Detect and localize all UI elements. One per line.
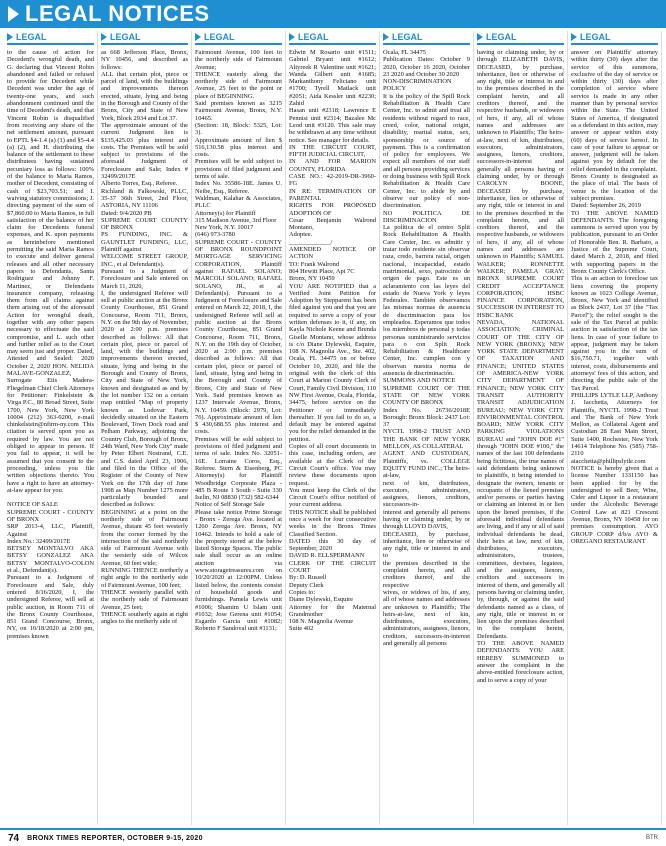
section-header	[0, 0, 666, 28]
column-4	[286, 31, 380, 825]
triangle-icon	[477, 33, 483, 41]
column-header	[477, 31, 564, 45]
column-text: as 668 Jefferson Place, Bronx, NY 10456, and described as follows: ALL that certain plot, piece or parcel of land, with the buildings and improvements thereon erected, situate, lying and being in the Borough and County of the Bronx, City and State of New York, Block 2934 and Lot 37. The approximate amount of the current Judgment lien is $135,425.03 plus interest and costs. The Premises will be sold subject to provisions of the aforesaid Judgment of Foreclosure and Sale; Index # 32499/2017E Alberto Torres, Esq., Referee. Richland & Falkowski, PLLC, 35-37 36th Street, 2nd Floor, ASTORIA, NY 11106 Dated: 9/4/2020 PB SUPREME COURT COUNTY OF BRONX PS FUNDING, INC. & GAUNTLET FUNDING, LLC, Plaintiff against WELCOME STREET GROUP, INC., et al Defendant(s). Pursuant to a Judgment of Foreclosure and Sale entered on March 11, 2020, I, the undersigned Referee will sell at public auction at the Bronx County Courthouse, 851 Grand Concourse, Room 711, Bronx, N.Y. on the 9th day of November, 2020 at 2:00 p.m. premises described as follows: All that certain plot, piece or parcel of land, with the buildings and improvements thereon erected, situate, lying and being in the Borough and County of Bronx, City and State of New York, known and designated as and by the lot number 132 on a certain map entitled "Map of property known as Lodovar Park, decidedly situated on the Eastern Boulevard, Town Dock road and Pelham Parkway, adjoining the Country Club, Borough of Bronx, 24th Ward, New York City" made by Peter Elbert Nostrand, C.E. and C.S. dated April 23, 1906, and filed in the Office of the Register of the County of New York on the 17th day of June 1908 as Map Number 1275 more particularly bounded and described as follows: BEGINNING at a point on the northerly side of Fairmount Avenue, distant 45 feet westerly from the corner formed by the intersection of the said northerly side of Fairmount Avenue with the westerly side of Wilcox Avenue, 60 feet wide; RUNNING THENCE northerly a right angle to the northerly side of Fairmount Avenue, 100 feet; THENCE westerly parallel with the northerly side of Fairmount Avenue, 25 feet; THENCE southerly again at right angles to the northerly side of	[101, 49, 188, 626]
column-header	[7, 31, 94, 45]
triangle-icon	[7, 33, 13, 41]
column-header	[571, 31, 658, 45]
column-header	[195, 31, 282, 45]
column-text: Edwin M Rosario unit #1511; Gabriel Bryant unit #1612; Altyreek R Valentine unit #1621; Wanda Gilbert unit #1685; Markanthony Feliciano unit #1700; Tyrell Matlack unit #2051; Aida Kessler unit #2230; Zahid Hasan unit #2318; Lawrence E Pennisi unit #2314; Bazalee Mc Leod unit #3120. This sale may be withdrawn at any time without notice. See manager for details. IN THE CIRCUIT COURT, FIFTH JUDICIAL CIRCUIT, IN AND FOR MARION COUNTY, FLORIDA CASE NO.: 42-2019-DR-3960-FG IN RE: TERMINATION OF PARENTAL RIGHTS FOR PROPOSED ADOPTION OF Cesar Benjamin Walrond Montano, Adoptee. _____________/ AMENDED NOTICE OF ACTION TO: Frank Walrond 864 Hewitt Place, Apt 7C Bronx, NY 10459 YOU ARE NOTIFIED that a Verified Joint Petition for Adoption by Stepparent has been filed against you and that you are required to serve a copy of your written defenses to it, if any, on Kayla Nichole Keene and Brenda Giselle Montano, whose address is c/o Diane Dylewski, Esquire, 108 N. Magnolia Ave., Ste. 402, Ocala, FL 34475 on or before October 10, 2020, and file the original with the clerk of this Court at Marion County Clerk of Court, Family Civil Division, 110 NW First Avenue, Ocala, Florida, 34475, before service on the Petitioner or immediately thereafter. If you fail to do so, a default may be entered against you for the relief demanded in the petition. Copies of all court documents in this case, including orders, are available at the Clerk of the Circuit Court's office. You may review these documents upon request. You must keep the Clerk of the Circuit Court's office notified of your current address. THIS NOTICE shall be published once a week for four consecutive weeks in the Bronx Times Classified Section. DATED this 30 day of September, 2020 DAVID R. ELLSPERMANN CLERK OF THE CIRCUIT COURT By: D. Russell Deputy Clerk Copies to: Diane Dylewski, Esquire Attorney for the Maternal Grandmother 108 N. Magnolia Avenue Suite 402	[289, 49, 376, 633]
page-number: 74	[8, 832, 20, 844]
columns-container	[4, 31, 662, 825]
triangle-icon	[383, 33, 389, 41]
column-label: LEGAL	[392, 31, 423, 42]
play-triangle-icon	[8, 6, 19, 22]
column-text: Ocala, FL 34475 Publication Dates: October 9 2020, October 16 2020, October 23 2020 and October 30 2020 NON-DISCRIMINATION POLICY It is the policy of the Spill Rock Rehabilitation & Health Care Center, Inc. to admit and treat all residents without regard to race, creed, color, national origin, disability, marital status, sex, sponsorship or source of payment. This is a confirmation of policy for employees. We expect all members of our staff and all persons providing services or doing business with Spill Rock Rehabilitation & Health Care Center, Inc. to abide by and observe our policy of non-discrimination. NO POLITICA DE DISCRIMINACION La política de el centro Split Rock Rehabilitation & Health Care Center, Inc. es admitir y tratar todo residente sin observar raza, credo, barrera racial, origen nacional, incapacidad, estado matrimonial, sexo, patrocinio de origen de pago. Este es un aclaramiento con las leyes del estado de Nueva York y leyes Federales. También observamos las mismas normas de ausencia de discriminacion para los empleados. Esperamos que todos los miembros de personal y todas personas suministrando servicios para o con Split Rock Rehabilitation & Healthcare Center, Inc. cumplen con y observan nuestra norma de ausencia de discriminación. SUMMONS AND NOTICE SUPREME COURT OF THE STATE OF NEW YORK COUNTY OF BRONX Index No. 26736/2018E Borough: Bronx Block: 2437 Lot: 37 NYCTL 1998-2 TRUST AND THE BANK OF NEW YORK MELLON, AS COLLATERAL AGENT AND CUSTODIAN, Plaintiffs, vs. COLLEGE EQUITY FUND INC.; The heirs-at-law, next of kin, distributees, executors, administrators, assignees, lienors, creditors, successors-in- interest and generally all persons having or claiming under, by or through LLOYD DAVIS, DECEASED, by purchase, inheritance, lien or otherwise of any right, title or interest in and to the premises described in the complaint herein, and all creditors thereof, and the respective wives, or widows of his, if any, all of whose names and addresses are unknown to Plaintiffs; The heirs-at-law, next of kin, distributees, executors, administrators, assignees, lienors, creditors, successors-in-interest and generally all persons	[383, 49, 470, 648]
column-label: LEGAL	[580, 31, 611, 42]
triangle-icon	[289, 33, 295, 41]
column-label: LEGAL	[298, 31, 329, 42]
publication-line: BRONX TIMES REPORTER, OCTOBER 9-15, 2020	[27, 834, 203, 842]
column-text: having or claiming under, by or through ELIZABETH DAVIS, DECEASED, by purchase, inheritance, lien or otherwise of any right, title or interest in and to the premises described in the complaint herein, and all creditors thereof, and the respective husbands, or widowers of hers, if any, all of whose names and addresses are unknown to Plaintiffs; The heirs-at-law, next of kin, distributees, executors, administrators, assignees, lienors, creditors, successors-in-interest and generally all persons having or claiming under, by or through CAROLYN BOONE, DECEASED by purchase, inheritance, lien or otherwise of any right, title or interest in and to the premises described in the complaint herein, and all creditors thereof, and the respective husbands, or widowers of hers, if any, all of whose names and addresses are unknown to Plaintiffs; SAMUEL WALKER; RONNETTE WALKER; PAMELA GRAY; BRONX SUPREME COURT CREDIT ACCEPTANCE CORPORATION; HSBC FINANCE CORPORATION, SUCCESSOR IN INTEREST TO HSBC BANK NEVADA, NATIONAL ASSOCIATION; CRIMINAL COURT OF THE CITY OF NEW YORK (BRONX); NEW YORK STATE DEPARTMENT OF TAXATION AND FINANCE; UNITED STATES OF AMERICA-NEW YORK CITY DEPARTMENT OF FINANCE; NEW YORK CITY TRANSIT AUTHORITY TRANSIT ADJUDICATION BUREAU; NEW YORK CITY ENVIRONMENTAL CONTROL BOARD; NEW YORK CITY PARKING VIOLATIONS BUREAU and "JOHN DOE #1" through "JOHN DOE #100," the names of the last 100 defendants being fictitious, the true names of said defendants being unknown to plaintiffs, it being intended to designate the owners, tenants or occupants of the liened premises and/or persons or parties having or claiming an interest in or lien upon the liened premises, if the aforesaid individual defendants are living, and if any or all of said individual defendants be dead, their heirs at law, next of kin, distributees, executors, administrators, trustees, committees, devisees, legatees, and the assignees, lienors, creditors and successors in interest of them, and generally all persons having or claiming under, by, through, or against the said defendants named as a class, of any right, title or interest in or lien upon the premises described in the complaint herein, Defendants. TO THE ABOVE NAMED DEFENDANTS: YOU ARE HEREBY SUMMONED to answer the complaint in the above-entitled foreclosure action, and to serve a copy of your	[477, 49, 564, 684]
triangle-icon	[571, 33, 577, 41]
column-label: LEGAL	[204, 31, 235, 42]
column-2	[98, 31, 192, 825]
page-footer	[0, 828, 666, 846]
column-7	[568, 31, 662, 825]
column-header	[101, 31, 188, 45]
column-5	[380, 31, 474, 825]
column-text: answer on Plaintiffs' attorney within thirty (30) days after the service of this summons, exclusive of the day of service or within thirty (30) days after completion of service where service is made in any other manner than by personal service within the State. The United States of America, if designated as a defendant in this action, may answer or appear within sixty (60) days of service hereof. In case of your failure to appear or answer, judgment will be taken against you by default for the relief demanded in the complaint. Bronx County is designated as the place of trial. The basis of venue is the location of the subject premises. Dated: September 26, 2019 TO THE ABOVE NAMED DEFENDANTS: The foregoing summons is served upon you by publication, pursuant to an Order of Honorable Ben. R. Barbato, a Justice of the Supreme Court, dated March 2, 2018, and filed with supporting papers in the Bronx County Clerk's Office. This is an action to foreclose tax liens covering the property known as 1023 College Avenue, Bronx, New York and identified as Block 2437, Lot 37 (the "Tax Parcel"); the relief sought is the sale of the Tax Parcel at public auction in satisfaction of the tax liens. In case of your failure to appear, judgment may be taken against you in the sum of $16,750.71, together with interest, costs, disbursements and attorneys' fees of this action, and directing the public sale of the Tax Parcel. PHILLIPS LYTLE LLP, Anthony J. Iacchetta, Attorneys for Plaintiffs, NYCTL 1998-2 Trust and The Bank of New York Mellon, as Collateral Agent and Custodian 28 East Main Street, Suite 1400, Rochester, New York 14614 Telephone No. (585) 758-2110 aiacchetta@phillipslytle.com NOTICE is hereby given that a license Number 1331150 has been applied for by the undersigned to sell Beer, Wine, Cider and Liquor in a restaurant under the Alcoholic Beverage Control Law at 821 Crescent Avenue, Bronx, NY 10458 for on premises consumption. AYO GROUP CORP d/b/a AYO & OREGANO RESTAURANT	[571, 49, 658, 545]
triangle-icon	[101, 33, 107, 41]
publication-code: BTR	[646, 835, 658, 841]
column-text: Fairmount Avenue, 100 feet to the northerly side of Fairmount Avenue; THENCE easterly along the northerly side of Fairmount Avenue, 25 feet to the point or place of BEGINNING. Said premises known as 3215 Fairmount Avenue, Bronx, N.Y. 10465. (Section: 18, Block: 5325, Lot: 3). Approximate amount of lien $ 516,130.58 plus interest and costs. Premises will be sold subject to provisions of filed judgment and terms of sale. Index No. 35586-18E. James U. Neibe, Esq., Referee. Waldman, Kalahar & Associates, PLLC Attorney(s) for Plaintiff 315 Madison Avenue, 3rd Floor New York, N.Y. 10017 (646) 973-3780 SUPREME COURT - COUNTY OF BRONX ROUNDPOINT MORTGAGE SERVICING CORPORATION, Plaintiff against RAFAEL SOLANO; MARCOLI SOLANO; RAFAEL SOLANO, JR., et al Defendant(s). Pursuant to a Judgment of Foreclosure and Sale entered on March 22, 2018, I, the undersigned Referee will sell at public auction at the Bronx County Courthouse, 851 Grand Concourse, Room 711, Bronx, N.Y. on the 19th day of October, 2020 at 2:00 p.m. premises described as follows: All that certain plot, piece or parcel of land, situate, lying and being in the Borough and County of Bronx, City and State of New York. Said premises known as 1237 Intervale Avenue, Bronx, N.Y. 10459. (Block: 2979, Lot: 76). Approximate amount of lien $ 430,688.55 plus interest and costs. Premises will be sold subject to provisions of filed judgment and terms of sale. Index No. 32051-16E. Lorraine Coros, Esq., Referee. Stern & Eisenberg, PC Attorney(s) for Plaintiff Woodbridge Corporate Plaza - 485 B Route 1 South - Suite 330 Iselin, NJ 08830 (732) 582-6344 Notice of Self Storage Sale Please take notice Prime Storage - Bronx - Zerega Ave. located at 1260 Zerega Ave. Bronx, NY 10462. Intends to hold a sale of the property stored at the below listed Storage Spaces. The public sale shall occur as an online auction via www.storagetreasures.com on 10/20/2020 at 12:00PM. Unless listed below, the contents consist of household goods and furnishings. Pamela Lewis unit #1006; Shamim U Islam unit #1032; Jose Gerena unit #1054; Esgardo Garcia unit #1082; Roberto F Sandoval unit #1131;	[195, 49, 282, 633]
column-label: LEGAL	[486, 31, 517, 42]
column-text: to the cause of action for Decedent's wrongful death, and G. declaring that Vincent Robin abandoned and failed or refused to provide for Decedent while Decedent was under the age of twenty-one years, and such abandonment continued until the time of Decedent's death, and that Vincent Robin is disqualified from receiving any share of the net settlement amount, pursuant to EPTL §4-1.4 (a) (1) and §5-4.4 (a) (2), and H. distributing the balance of the settlement to these distributees having sustained pecuniary loss as follows: 100% of the balance to Maria Ramos, mother of Decedent, consisting of cash of $23,703.51; and I. waiving statutory commissions; J. directing payment of the sum of $7,860.00 to Maria Ramos, in full satisfaction of the balance of her claim for Decedents funeral expenses, and K. upon payments as hereinbefore mentioned permitting the said Maria Ramos to execute and deliver general releases and all other necessary papers to Defendants, Santa Rodriguez and Johnny F. Martinez, or Defendants insurance company, releasing them from all claims against them arising out of the aforesaid Action for wrongful death, together with any other papers necessary to effectuate the said compromise, and L. such other and further relief as to the Court may seem just and proper. Dated, Attested and Sealed: 2020 October 2, 2020 HON. NELIDA MALAVE-GONZALEZ, Surrogate Eiis Madera-Fliegelman Chief Clerk Attorneys for Petitioner: Finkelstein & Virga P.C., 80 Broad Street, Suite 1700, New York, New York 10004 (212) 363-0200, e-mail chinkelstein@nfirm-ny.com This citation is served upon you as required by law. You are not obliged to appear in person. If you fail to appear, it will be assumed that you consent to the proceeding, unless you file written objections thereto. You have a right to have an attorney-at-law appear for you. NOTICE OF SALE SUPREME COURT - COUNTY OF BRONX SRP 2013-4, LLC, Plaintiff, Against Index No.: 32499/2017E BETSEY MONTALVO AKA BETSY GONZALEZ AKA BETSY MONTALVO-COLON et al., Defendant(s). Pursuant to a Judgment of Foreclosure and Sale, duly entered 8/16/2020, I, the undersigned Referee, will sell at public auction, in Room 711 of the Bronx County Courthouse, 851 Grand Concourse, Bronx, NY, on 10/18/2020 at 2:00 pm, premises known	[7, 49, 94, 640]
column-header	[289, 31, 376, 45]
column-6	[474, 31, 568, 825]
section-title: LEGAL NOTICES	[25, 1, 210, 26]
column-label: LEGAL	[16, 31, 47, 42]
column-header	[383, 31, 470, 45]
column-label: LEGAL	[110, 31, 141, 42]
column-1	[4, 31, 98, 825]
column-3	[192, 31, 286, 825]
triangle-icon	[195, 33, 201, 41]
